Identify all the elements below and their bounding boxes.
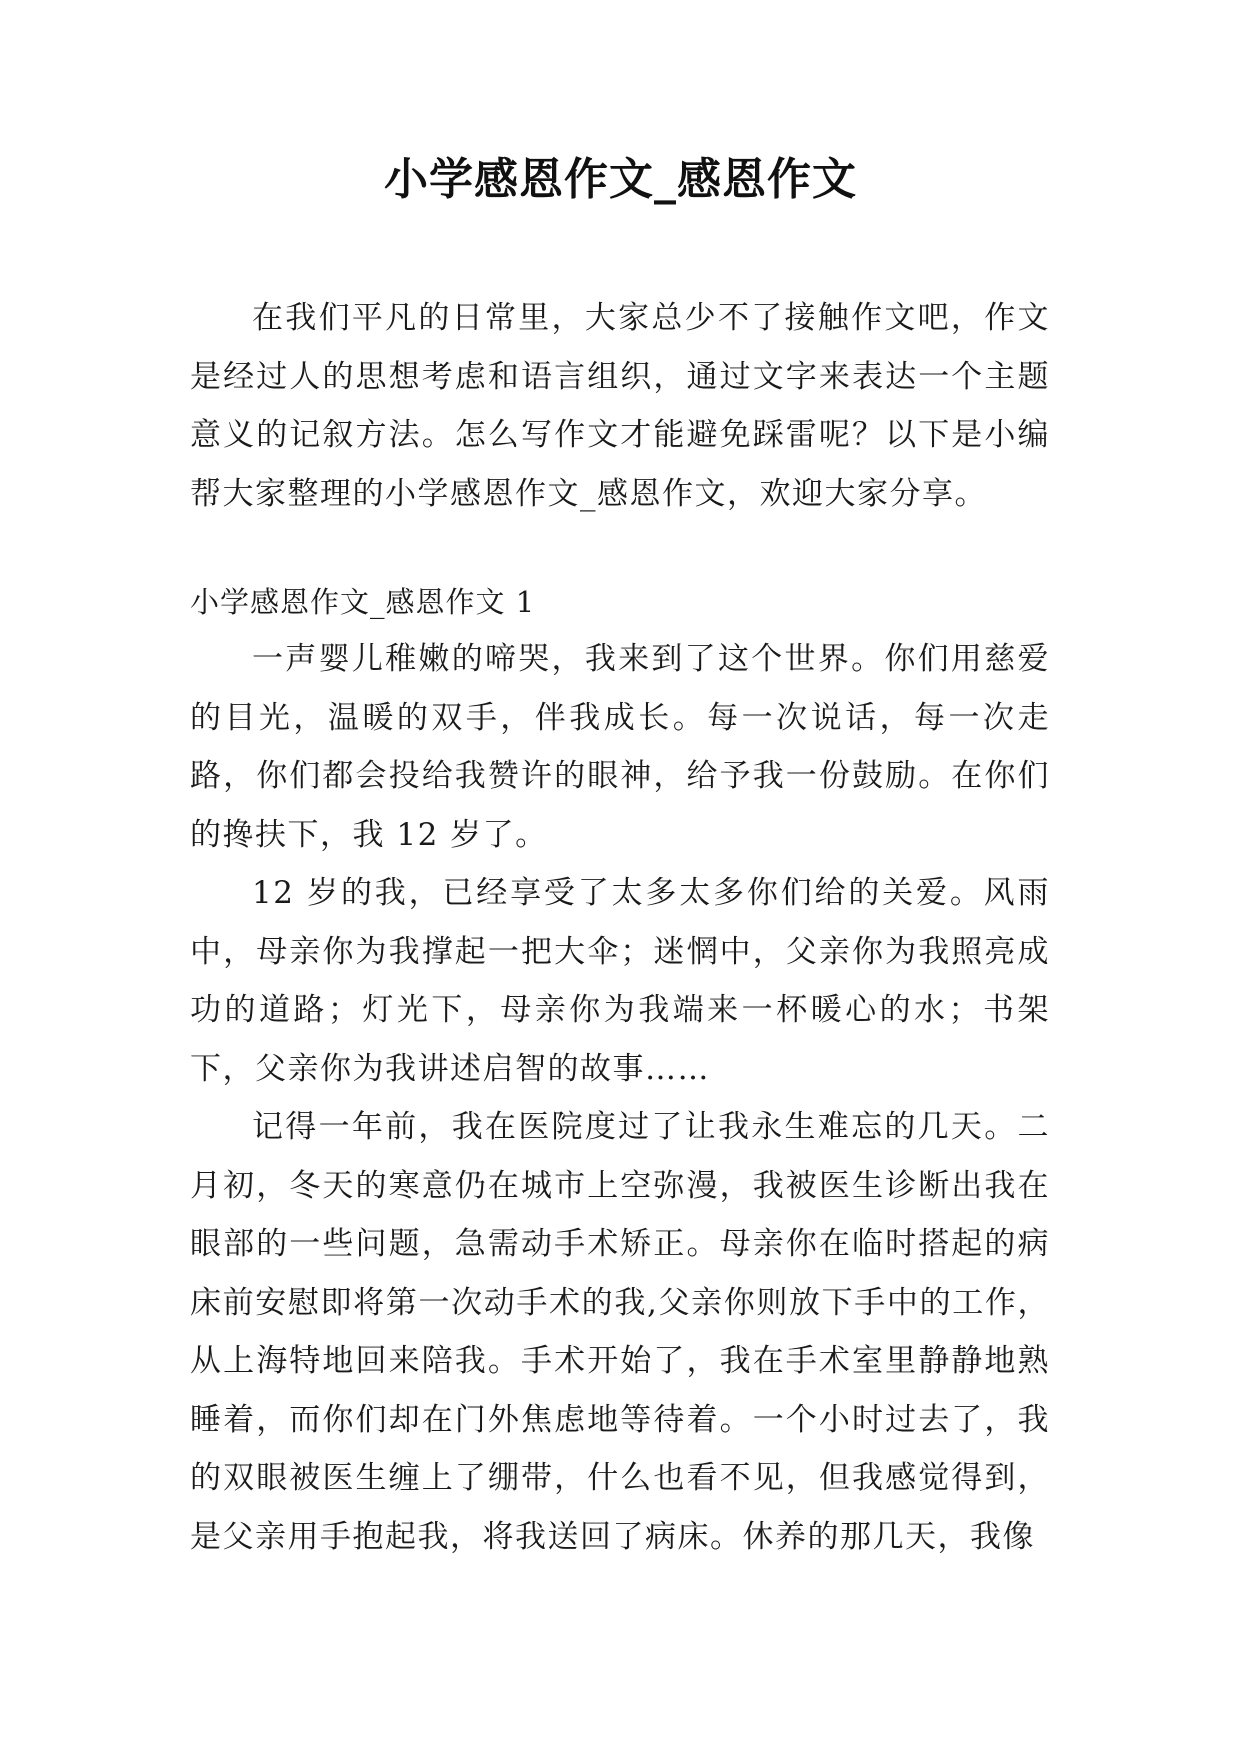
- essay-body: [190, 630, 1050, 1566]
- document-title: 小学感恩作文_感恩作文: [384, 154, 857, 205]
- intro-block: [190, 289, 1050, 523]
- section-heading: 小学感恩作文_感恩作文 1: [190, 585, 536, 619]
- intro-paragraph: 在我们平凡的日常里，大家总少不了接触作文吧，作文是经过人的思想考虑和语言组织，通过文字来表达一个主题意义的记叙方法。怎么写作文才能避免踩雷呢？以下是小编帮大家整理的小学感恩作文_感恩作文，欢迎大家分享。: [190, 300, 1050, 512]
- essay-paragraph-3: 记得一年前，我在医院度过了让我永生难忘的几天。二月初，冬天的寒意仍在城市上空弥漫，我被医生诊断出我在眼部的一些问题，急需动手术矫正。母亲你在临时搭起的病床前安慰即将第一次动手术的我,父亲你则放下手中的工作，从上海特地回来陪我。手术开始了，我在手术室里静静地熟睡着，而你们却在门外焦虑地等待着。一个小时过去了，我的双眼被医生缠上了绷带，什么也看不见，但我感觉得到，是父亲用手抱起我，将我送回了病床。休养的那几天，我像: [190, 1109, 1050, 1555]
- essay-paragraph-1: 一声婴儿稚嫩的啼哭，我来到了这个世界。你们用慈爱的目光，温暖的双手，伴我成长。每一次说话，每一次走路，你们都会投给我赞许的眼神，给予我一份鼓励。在你们的搀扶下，我 12 岁了。: [190, 641, 1050, 853]
- essay-paragraph-2: 12 岁的我，已经享受了太多太多你们给的关爱。风雨中，母亲你为我撑起一把大伞；迷惘中，父亲你为我照亮成功的道路；灯光下，母亲你为我端来一杯暖心的水；书架下，父亲你为我讲述启智的故事……: [190, 875, 1050, 1087]
